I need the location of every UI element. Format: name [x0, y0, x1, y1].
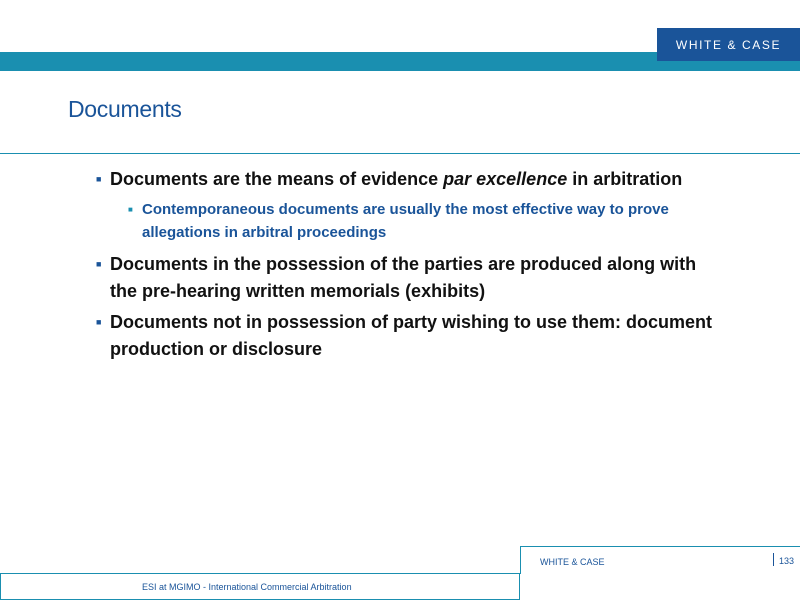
- footer-divider: [773, 553, 774, 566]
- bullet-line: Documents in the possession of the parties are produced along with: [110, 254, 697, 274]
- title-divider: [0, 153, 800, 154]
- bullet-text-italic: par excellence: [443, 169, 568, 189]
- bullet-line: the pre-hearing written memorials (exhibits): [110, 281, 486, 301]
- bullet-line: production or disclosure: [110, 339, 323, 359]
- sub-bullet-line: allegations in arbitral proceedings: [142, 224, 387, 241]
- page-number: 133: [779, 556, 795, 566]
- bullet-line: Documents not in possession of party wishing to use them: document: [110, 312, 713, 332]
- bullet-text: Documents are the means of evidence: [110, 169, 444, 189]
- sub-bullet-item: [128, 198, 727, 244]
- bullet-item: [96, 166, 720, 193]
- footer-caption: ESI at MGIMO - International Commercial Arbitration: [142, 582, 352, 592]
- square-bullet-icon: ■: [96, 317, 102, 327]
- bullet-text: in arbitration: [567, 169, 683, 189]
- bullet-item: [96, 251, 720, 305]
- slide-title: Documents: [68, 96, 182, 122]
- brand-logo: [657, 28, 800, 61]
- bullet-item: [96, 309, 720, 363]
- footer-brand: WHITE & CASE: [540, 557, 605, 567]
- sub-bullet-line: Contemporaneous documents are usually the most effective way to prove: [142, 201, 669, 218]
- brand-logo-text: WHITE & CASE: [675, 37, 782, 52]
- square-bullet-icon: ■: [96, 174, 102, 184]
- square-bullet-icon: ■: [128, 205, 133, 214]
- square-bullet-icon: ■: [96, 259, 102, 269]
